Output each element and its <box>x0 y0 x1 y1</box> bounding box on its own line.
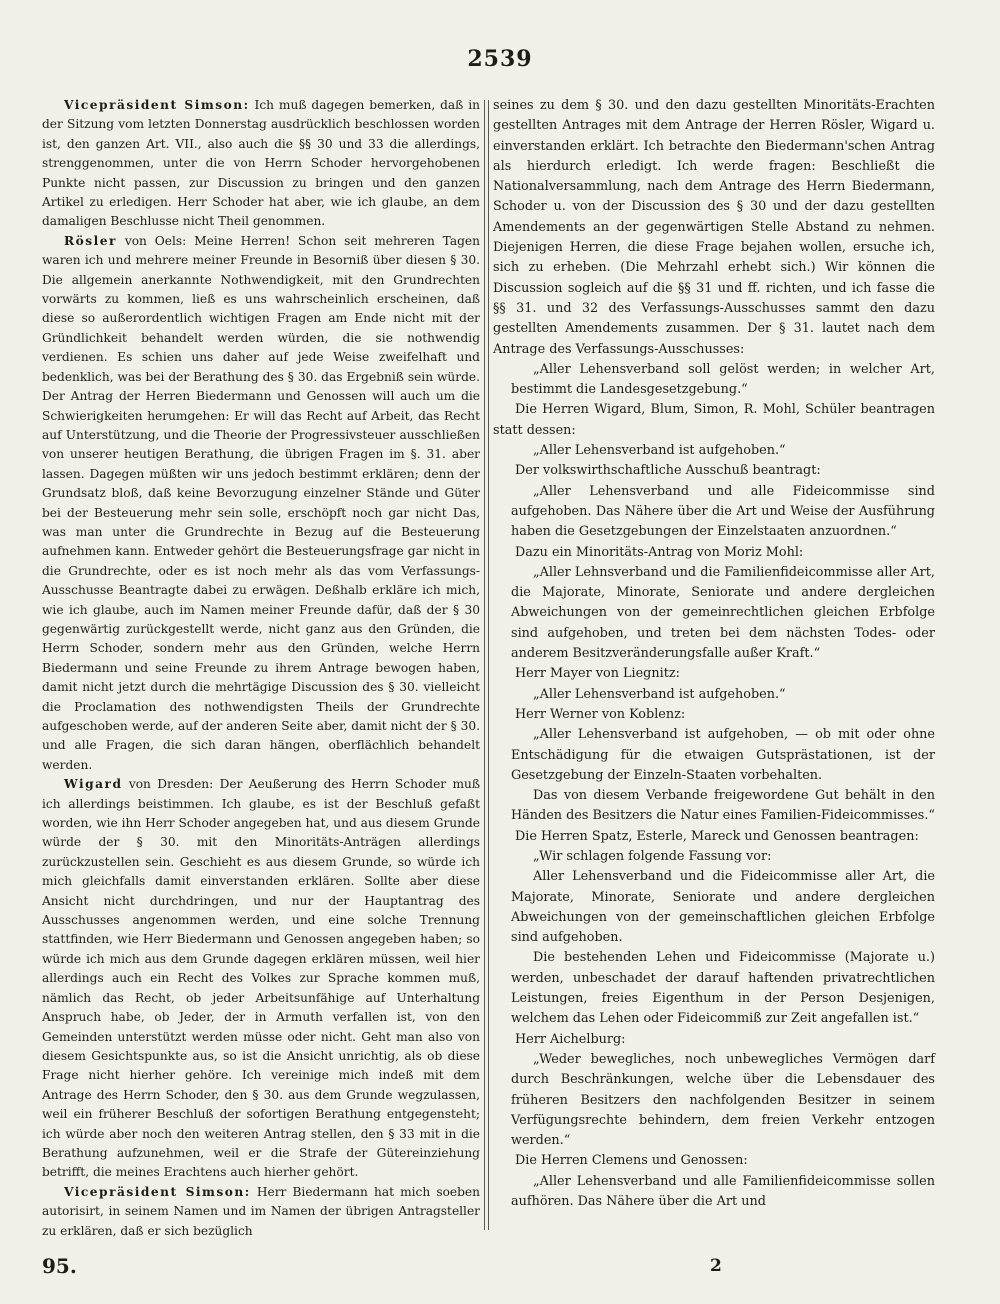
speaker-name: Vicepräsident Simson: <box>64 98 250 112</box>
quoted-motion: „Aller Lehensverband und alle Familienfideicommisse sollen aufhören. Das Nähere über die Art und <box>511 1173 935 1210</box>
paragraph: Der volkswirthschaftliche Ausschuß beantragt: <box>515 463 821 479</box>
quoted-motion: Das von diesem Verbande freigewordene Gut behält in den Händen des Besitzers die Natur eines Familien-Fideicommisses.“ <box>511 788 935 824</box>
paragraph-text: von Oels: Meine Herren! Schon seit mehreren Tagen waren ich und mehrere meiner Freunde in Besorniß über diesen § 30. Die allgemein anerkannte Nothwendigkeit, mit den Grundrechten vorwärts zu kommen, ließ es uns wahrscheinlich erscheinen, daß diese so außerordentlich wichtigen Fragen am Ende nicht mit der Gründlichkeit behandelt werden würden, die sie nothwendig verdienen. Es schien uns daher auf jede Weise zweifelhaft und bedenklich, was bei der Berathung des § 30. das Ergebniß sein würde. Der Antrag der Herren Biedermann und Genossen will auch um die Schwierigkeiten herumgehen: Er will das Recht auf Arbeit, das Recht auf Unterstützung, und die Theorie der Progressivsteuer ausschließen von unserer heutigen Berathung, die übrigen Fragen im §. 31. aber lassen. Dagegen müßten wir uns jedoch bestimmt erklären; denn der Grundsatz bloß, daß keine Bevorzugung einzelner Stände und Güter bei der Besteuerung mehr sein solle, erschöpft noch gar nicht Das, was man unter die Grundrechte in Bezug auf die Besteuerung aufnehmen kann. Entweder gehört die Besteuerungsfrage gar nicht in die Grundrechte, oder es ist noch mehr als das vom Verfassungs-Ausschusse Beantragte dabei zu erwägen. Deßhalb erkläre ich mich, wie ich glaube, auch im Namen meiner Freunde dafür, daß der § 30 gegenwärtig zurückgestellt werde, nicht ganz aus den Gründen, die Herrn Schoder, sondern mehr aus den Gründen, welche Herrn Biedermann und seine Freunde zu ihrem Antrage bewogen haben, damit nicht jetzt durch die mehrtägige Discussion des § 30. vielleicht die Proclamation des nothwendigsten Theils der Grundrechte aufgeschoben werde, auf der anderen Seite aber, damit nicht der § 30. und alle Fragen, die sich daran hängen, oberflächlich behandelt werden. <box>42 233 480 772</box>
paragraph: Die Herren Spatz, Esterle, Mareck und Genossen beantragen: <box>515 828 919 844</box>
paragraph: Herr Aichelburg: <box>515 1031 626 1047</box>
paragraph: Die Herren Clemens und Genossen: <box>515 1153 748 1169</box>
paragraph: Herr Mayer von Liegnitz: <box>515 666 680 682</box>
signature-mark: 2 <box>710 1256 722 1276</box>
paragraph <box>42 96 480 232</box>
paragraph-text: von Dresden: Der Aeußerung des Herrn Schoder muß ich allerdings beistimmen. Ich glaube, es ist der Beschluß gefaßt worden, wie ihn Herr Schoder angegeben hat, und aus diesem Grunde würde der § 30. mit den Minoritäts-Anträgen allerdings zurückzustellen sein. Geschieht es aus diesem Grunde, so würde ich mich gleichfalls damit einverstanden erklären. Sollte aber diese Ansicht nicht durchdringen, und nur der Hauptantrag des Ausschusses angenommen werden, und eine solche Trennung stattfinden, wie Herr Biedermann und Genossen angegeben haben; so würde ich mich aus dem Grunde dagegen erklären müssen, weil hier allerdings auch ein Recht des Volkes zur Sprache kommen muß, nämlich das Recht, ob jeder Arbeitsunfähige auf Unterhaltung Anspruch habe, ob Jeder, der in Armuth verfallen ist, von den Gemeinden unterstützt werden müsse oder nicht. Geht man also von diesem Gesichtspunkte aus, so ist die Ansicht unrichtig, als ob diese Frage nicht hierher gehöre. Ich vereinige mich indeß mit dem Antrage des Herrn Schoder, den § 30. aus dem Grunde wegzulassen, weil ein früherer Beschluß der sofortigen Berathung entgegensteht; ich würde aber noch den weiteren Antrag stellen, den § 33 mit in die Berathung aufzunehmen, weil er die Strafe der Gütereinziehung betrifft, die meines Erachtens auch hierher gehört. <box>42 777 481 1180</box>
sheet-signature: 95. <box>42 1254 77 1278</box>
quoted-motion: „Aller Lehnsverband und die Familienfideicommisse aller Art, die Majorate, Minorate, Seniorate und andere dergleichen Abweichungen von der gemeinrechtlichen gleichen Erbfolge sind aufgehoben, und treten bei dem nächsten Todes- oder anderem Besitzveränderungsfalle außer Kraft.“ <box>511 564 935 662</box>
speaker-name: Wigard <box>64 777 123 792</box>
quoted-motion: „Aller Lehensverband ist aufgehoben.“ <box>533 686 786 702</box>
right-column <box>493 96 935 1212</box>
paragraph: Dazu ein Minoritäts-Antrag von Moriz Mohl: <box>515 544 804 560</box>
paragraph: Herr Werner von Koblenz: <box>515 706 686 722</box>
paragraph: seines zu dem § 30. und den dazu gestellten Minoritäts-Erachten gestellten Antrages mit dem Antrage der Herren Rösler, Wigard u. einverstanden erklärt. Ich betrachte den Biedermann'schen Antrag als hierdurch erledigt. Ich werde fragen: Beschließt die Nationalversammlung, nach dem Antrage des Herrn Biedermann, Schoder u. von der Discussion des § 30 und der dazu gestellten Amendements an der gegenwärtigen Stelle Abstand zu nehmen. Diejenigen Herren, die diese Frage bejahen wollen, ersuche ich, sich zu erheben. (Die Mehrzahl erhebt sich.) Wir können die Discussion sogleich auf die §§ 31 und ff. richten, und ich fasse die §§ 31. und 32 des Verfassungs-Ausschusses sammt den dazu gestellten Amendements zusammen. Der § 31. lautet nach dem Antrage des Verfassungs-Ausschusses: <box>493 98 935 357</box>
paragraph: Die Herren Wigard, Blum, Simon, R. Mohl, Schüler beantragen statt dessen: <box>493 402 935 438</box>
column-divider <box>484 100 489 1230</box>
quoted-motion: „Wir schlagen folgende Fassung vor: <box>533 848 772 864</box>
quoted-motion: „Aller Lehensverband soll gelöst werden; in welcher Art, bestimmt die Landesgesetzgebung.“ <box>511 361 935 398</box>
quoted-motion: Die bestehenden Lehen und Fideicommisse (Majorate u.) werden, unbeschadet der darauf haftenden privatrechtlichen Leistungen, freies Eigenthum in der Person Desjenigen, welchem das Lehen oder Fideicommiß zur Zeit angefallen ist.“ <box>511 950 935 1027</box>
left-column <box>42 96 480 1241</box>
page-number: 2539 <box>467 46 533 72</box>
quoted-motion: „Aller Lehensverband ist aufgehoben.“ <box>533 443 786 459</box>
quoted-motion: „Weder bewegliches, noch unbewegliches Vermögen darf durch Beschränkungen, welche über die Lebensdauer des früheren Besitzers den nachfolgenden Besitzer in seinem Verfügungsrechte behindern, dem freien Verkehr entzogen werden.“ <box>511 1051 935 1149</box>
paragraph-text: Ich muß dagegen bemerken, daß in der Sitzung vom letzten Donnerstag ausdrücklich beschlossen worden ist, den ganzen Art. VII., also auch die §§ 30 und 33 die allerdings, strenggenommen, unter die von Herrn Schoder hervorgehobenen Punkte nicht passen, zur Discussion zu bringen und den ganzen Artikel zu erledigen. Herr Schoder hat aber, wie ich glaube, an dem damaligen Beschlusse nicht Theil genommen. <box>42 98 480 229</box>
paragraph <box>42 775 480 1183</box>
speaker-name: Rösler <box>64 233 117 248</box>
paragraph <box>42 232 480 775</box>
speaker-name: Vicepräsident Simson: <box>64 1184 251 1199</box>
quoted-motion: Aller Lehensverband und die Fideicommisse aller Art, die Majorate, Minorate, Seniorate und andere dergleichen Abweichungen von der gemeinschaftlichen gleichen Erbfolge sind aufgehoben. <box>511 869 935 946</box>
paragraph-text: Herr Biedermann hat mich soeben autorisirt, in seinem Namen und im Namen der übrigen Antragsteller zu erklären, daß er sich bezüglich <box>42 1184 480 1238</box>
quoted-motion: „Aller Lehensverband und alle Fideicommisse sind aufgehoben. Das Nähere über die Art und Weise der Ausführung haben die Gesetzgebungen der Einzelstaaten anzuordnen.“ <box>511 483 935 540</box>
quoted-motion: „Aller Lehensverband ist aufgehoben, — ob mit oder ohne Entschädigung für die etwaigen Gutsprästationen, ist der Gesetzgebung der Einzeln-Staaten vorbehalten. <box>511 727 935 783</box>
paragraph <box>42 1183 480 1241</box>
